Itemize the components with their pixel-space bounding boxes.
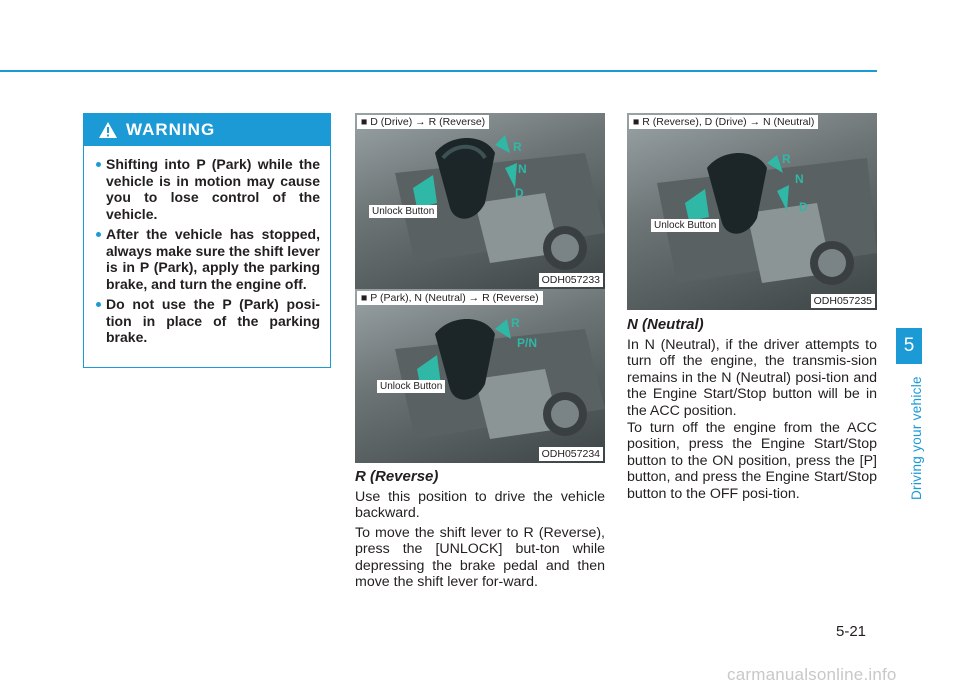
photo-code: ODH057234 <box>539 447 603 461</box>
unlock-button-label: Unlock Button <box>377 380 445 393</box>
warning-item: Shifting into P (Park) while the vehicle is in motion may cause you to lose control of the vehicle. <box>96 156 320 222</box>
photo-reverse-drive-to-neutral <box>627 113 877 310</box>
gear-letter: N <box>518 162 527 176</box>
photo-caption: ■ P (Park), N (Neutral) → R (Reverse) <box>357 291 543 305</box>
photo-drive-to-reverse <box>355 113 605 289</box>
photo-park-neutral-to-reverse <box>355 289 605 463</box>
gear-letter: D <box>515 186 524 200</box>
shift-lever-illustration <box>627 113 877 310</box>
reverse-heading: R (Reverse) <box>355 468 439 485</box>
gear-letter: R <box>511 316 520 330</box>
warning-list <box>84 146 330 346</box>
photo-caption: ■ D (Drive) → R (Reverse) <box>357 115 489 129</box>
photo-code: ODH057233 <box>539 273 603 287</box>
watermark: carmanualsonline.info <box>727 665 897 684</box>
warning-item: Do not use the P (Park) posi-tion in place of the parking brake. <box>96 296 320 346</box>
neutral-heading: N (Neutral) <box>627 316 704 333</box>
unlock-button-label: Unlock Button <box>369 205 437 218</box>
neutral-paragraph: In N (Neutral), if the driver attempts to turn off the engine, the transmis-sion remains in the N (Neutral) posi-tion and the Engine Start/Stop button will be in the ACC position. <box>627 337 877 419</box>
reverse-paragraph: Use this position to drive the vehicle backward. <box>355 489 605 522</box>
shift-lever-illustration <box>355 113 605 289</box>
top-rule <box>0 70 877 72</box>
photo-code: ODH057235 <box>811 294 875 308</box>
gear-letter: R <box>513 140 522 154</box>
gear-letter: R <box>782 152 791 166</box>
warning-title: WARNING <box>126 120 216 139</box>
gear-letter: D <box>799 200 808 214</box>
gear-letter: N <box>795 172 804 186</box>
chapter-title: Driving your vehicle <box>909 376 924 500</box>
gear-letter: P/N <box>517 336 538 350</box>
page-number: 5-21 <box>836 623 867 640</box>
warning-header <box>84 114 330 146</box>
warning-triangle-icon <box>98 121 118 139</box>
neutral-paragraph: To turn off the engine from the ACC position, press the Engine Start/Stop button to the ON position, press the [P] button, and press the Engine Start/Stop button to the OFF posi-tion. <box>627 420 877 502</box>
warning-box <box>83 113 331 368</box>
photo-caption: ■ R (Reverse), D (Drive) → N (Neutral) <box>629 115 818 129</box>
chapter-number-tab: 5 <box>896 328 922 364</box>
warning-item: After the vehicle has stopped, always make sure the shift lever is in P (Park), apply the parking brake, and turn the engine off. <box>96 226 320 292</box>
shift-lever-illustration <box>355 289 605 463</box>
reverse-paragraph: To move the shift lever to R (Reverse), press the [UNLOCK] but-ton while depressing the brake pedal and then move the shift lever for-ward. <box>355 525 605 591</box>
unlock-button-label: Unlock Button <box>651 219 719 232</box>
